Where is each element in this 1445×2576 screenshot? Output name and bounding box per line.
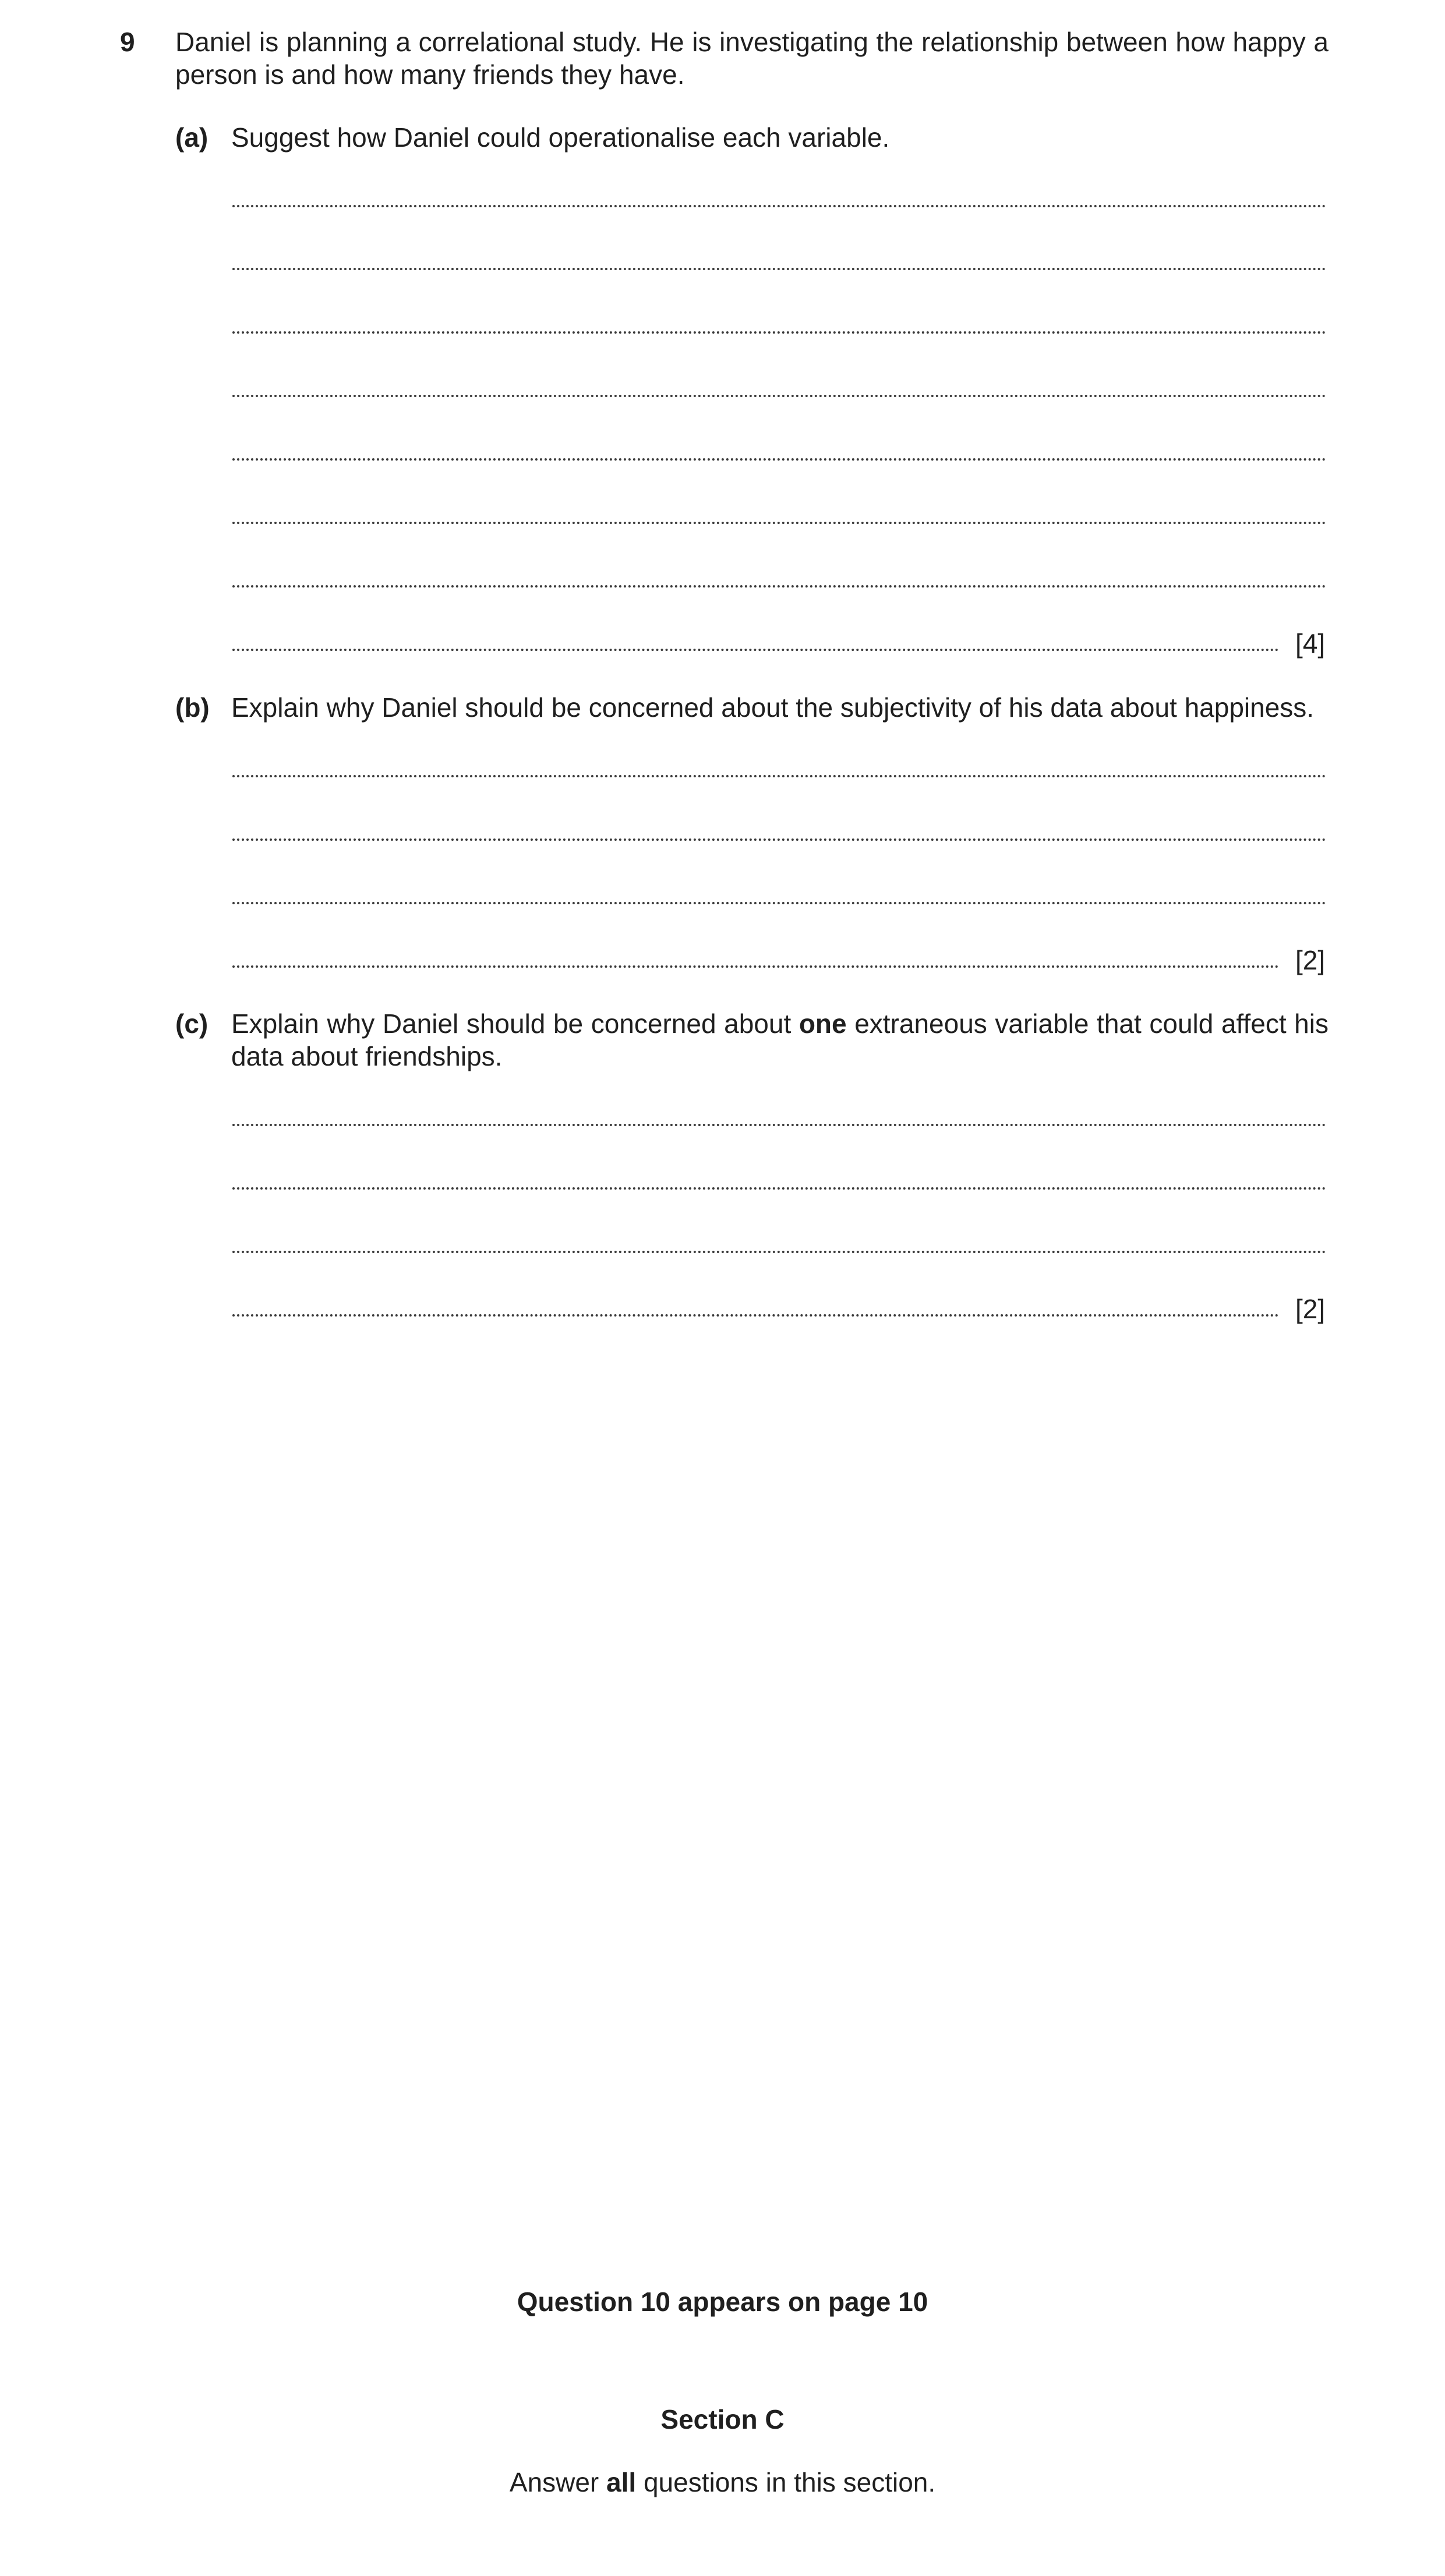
answer-line[interactable] [232, 1124, 1326, 1126]
answer-line[interactable] [232, 1314, 1279, 1317]
answer-line[interactable] [232, 965, 1279, 968]
instruction-after: questions in this section. [636, 2467, 936, 2497]
answer-line[interactable] [232, 775, 1326, 777]
part-c-text-emphasis: one [799, 1009, 847, 1039]
part-c-text-before: Explain why Daniel should be concerned about [231, 1009, 799, 1039]
answer-line[interactable] [232, 458, 1326, 461]
next-question-note: Question 10 appears on page 10 [517, 2287, 928, 2317]
part-a-label: (a) [175, 122, 209, 153]
part-a-text: Suggest how Daniel could operationalise each variable. [231, 122, 890, 153]
answer-line[interactable] [232, 1251, 1326, 1253]
answer-line[interactable] [232, 649, 1279, 651]
answer-line[interactable] [232, 902, 1326, 904]
part-c-text-after: extraneous variable that could affect his data about friendships. [231, 1009, 1329, 1071]
instruction-before: Answer [509, 2467, 607, 2497]
answer-line[interactable] [232, 268, 1326, 270]
answer-line[interactable] [232, 838, 1326, 841]
section-heading: Section C [660, 2404, 785, 2435]
answer-line[interactable] [232, 522, 1326, 524]
part-c-marks: [2] [1295, 1294, 1326, 1324]
part-b-label: (b) [175, 692, 210, 723]
answer-line[interactable] [232, 331, 1326, 334]
part-c-text [231, 1007, 1329, 1073]
part-a-marks: [4] [1295, 628, 1326, 659]
question-number: 9 [120, 27, 135, 57]
part-c-label: (c) [175, 1009, 209, 1039]
part-b-text: Explain why Daniel should be concerned about the subjectivity of his data about happiness. [231, 692, 1315, 723]
instruction-emphasis: all [606, 2467, 637, 2497]
part-b-marks: [2] [1295, 945, 1326, 975]
answer-line[interactable] [232, 205, 1326, 207]
answer-line[interactable] [232, 395, 1326, 397]
section-instruction [0, 2466, 1445, 2499]
answer-line[interactable] [232, 1187, 1326, 1190]
question-stem: Daniel is planning a correlational study. He is investigating the relationship between how happy a person is and how many friends they have. [175, 27, 1329, 90]
answer-line[interactable] [232, 585, 1326, 588]
